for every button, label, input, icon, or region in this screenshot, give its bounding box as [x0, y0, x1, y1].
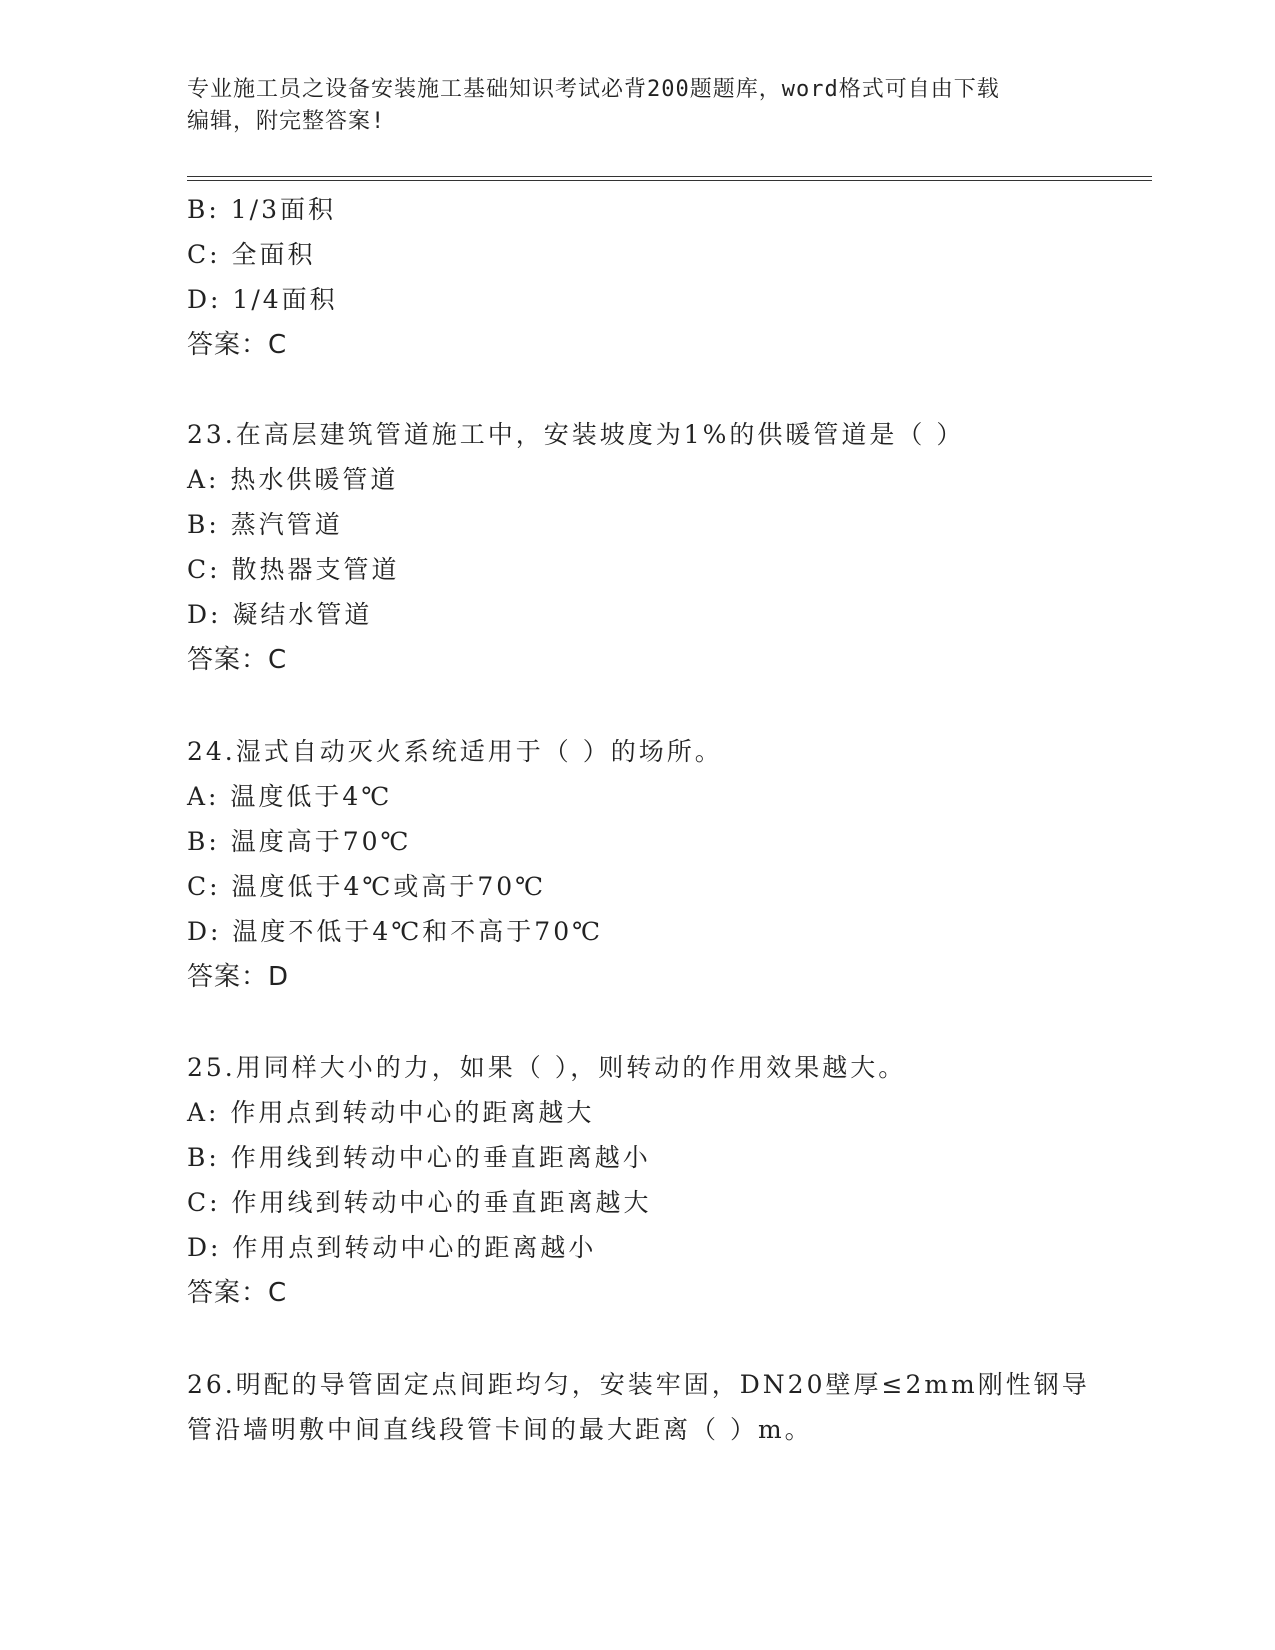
q23-option-d: D: 凝结水管道 — [187, 600, 373, 629]
q24-answer: 答案：D — [187, 962, 290, 992]
q25-option-b: B: 作用线到转动中心的垂直距离越小 — [187, 1143, 651, 1172]
q24-option-b: B: 温度高于70℃ — [187, 827, 412, 856]
q22-option-b: B: 1/3面积 — [187, 195, 336, 224]
header-rule-bottom — [187, 180, 1152, 181]
q23-answer: 答案：C — [187, 645, 288, 675]
q26-question-line1: 26.明配的导管固定点间距均匀，安装牢固，DN20壁厚≤2mm刚性钢导 — [187, 1370, 1090, 1399]
header-title-line1: 专业施工员之设备安装施工基础知识考试必背200题题库，word格式可自由下载 — [187, 77, 1000, 102]
q25-answer: 答案：C — [187, 1278, 288, 1308]
header-title-line2: 编辑，附完整答案! — [187, 109, 386, 134]
q25-option-d: D: 作用点到转动中心的距离越小 — [187, 1233, 597, 1262]
q23-option-c: C: 散热器支管道 — [187, 555, 400, 584]
q24-option-d: D: 温度不低于4℃和不高于70℃ — [187, 917, 604, 946]
q22-answer: 答案：C — [187, 330, 288, 360]
q23-option-a: A: 热水供暖管道 — [187, 465, 399, 494]
q24-option-c: C: 温度低于4℃或高于70℃ — [187, 872, 547, 901]
q24-option-a: A: 温度低于4℃ — [187, 782, 393, 811]
q23-option-b: B: 蒸汽管道 — [187, 510, 343, 539]
q24-question: 24.湿式自动灭火系统适用于（ ）的场所。 — [187, 737, 723, 766]
document-header — [187, 74, 1067, 138]
q25-option-c: C: 作用线到转动中心的垂直距离越大 — [187, 1188, 652, 1217]
q23-question: 23.在高层建筑管道施工中，安装坡度为1%的供暖管道是（ ） — [187, 420, 965, 449]
q22-option-c: C: 全面积 — [187, 240, 316, 269]
q22-option-d: D: 1/4面积 — [187, 285, 338, 314]
q25-option-a: A: 作用点到转动中心的距离越大 — [187, 1098, 595, 1127]
header-rule-top — [187, 176, 1152, 177]
q25-question: 25.用同样大小的力，如果（ ），则转动的作用效果越大。 — [187, 1053, 907, 1082]
q26-question-line2: 管沿墙明敷中间直线段管卡间的最大距离（ ）m。 — [187, 1415, 813, 1444]
